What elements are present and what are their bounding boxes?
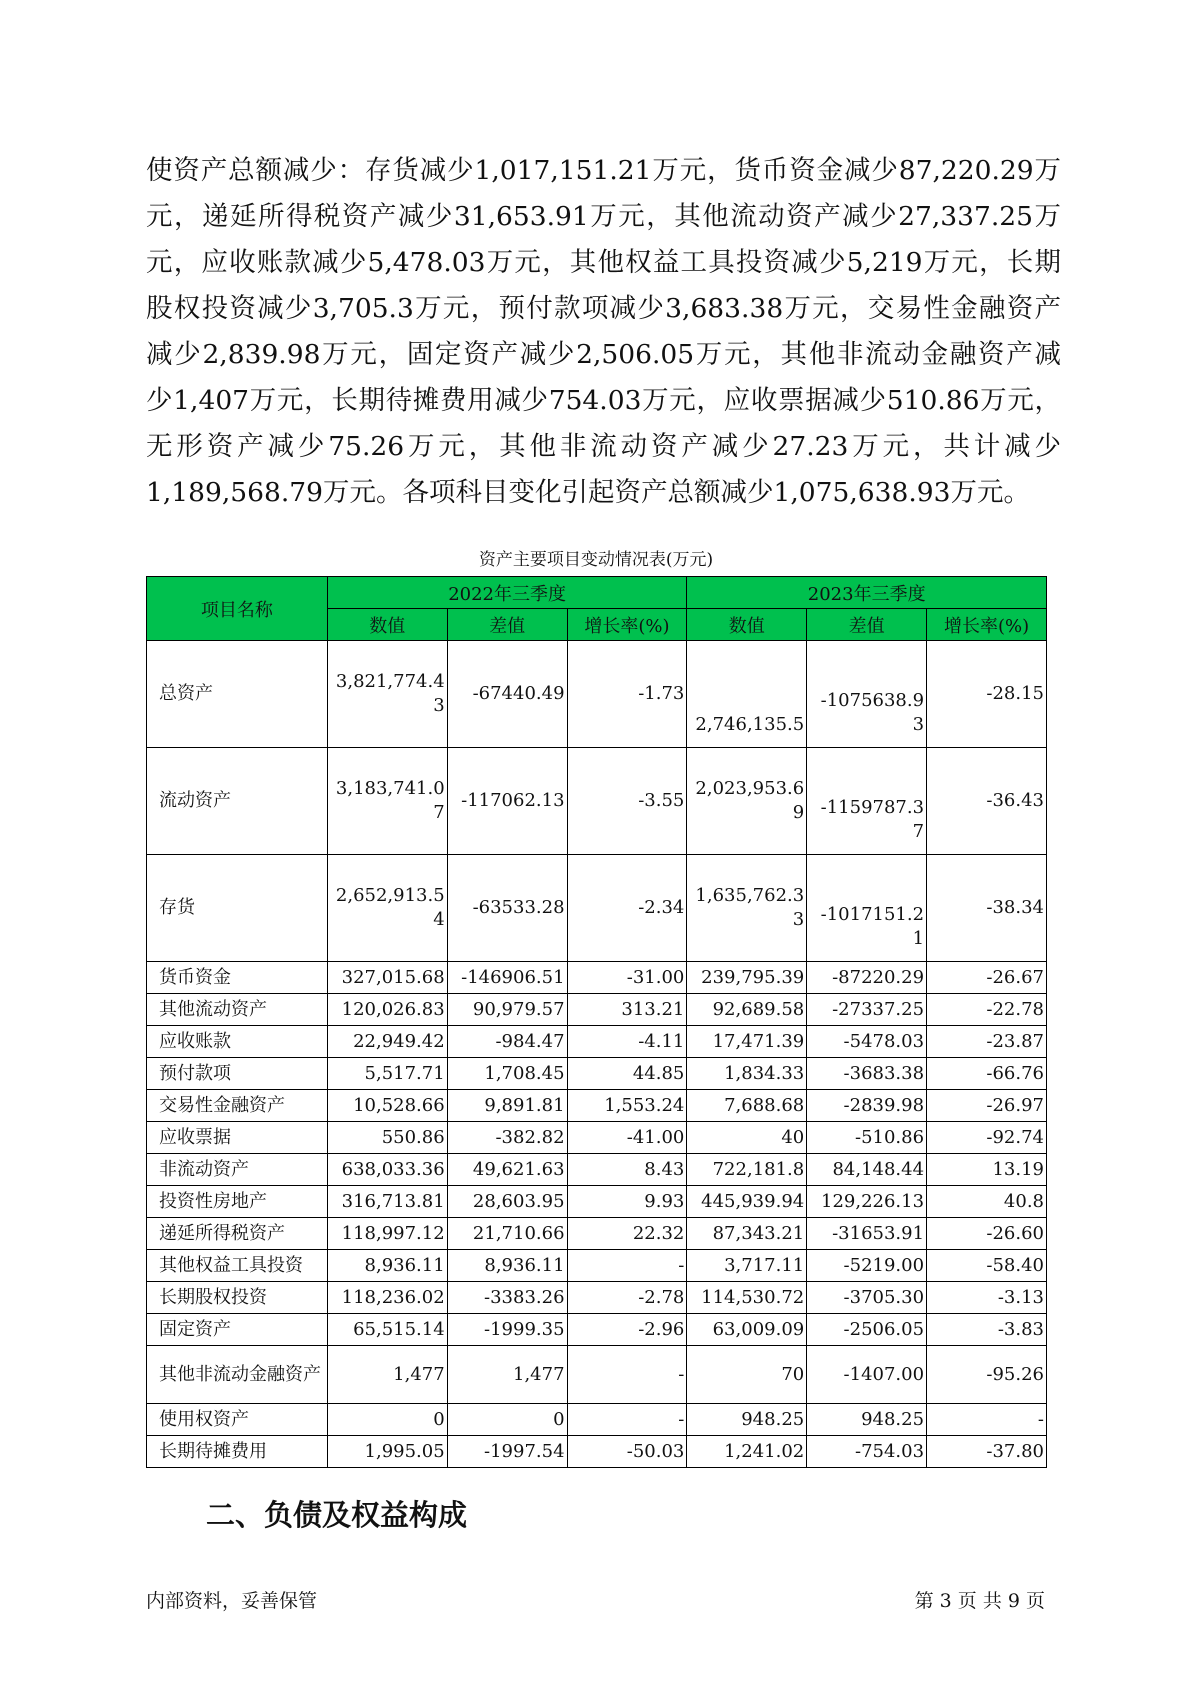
cell-value-2022: 638,033.36 bbox=[327, 1154, 447, 1186]
section-heading: 二、负债及权益构成 bbox=[206, 1498, 468, 1532]
cell-value-2023: 92,689.58 bbox=[687, 994, 807, 1026]
cell-diff-2023: -3683.38 bbox=[807, 1058, 927, 1090]
cell-diff-2023: -1017151.21 bbox=[807, 855, 927, 962]
paragraph-line: 减少2,839.98万元，固定资产减少2,506.05万元，其他非流动金融资产减 bbox=[146, 339, 1061, 370]
cell-growth-2022: - bbox=[567, 1404, 687, 1436]
cell-growth-2022: 8.43 bbox=[567, 1154, 687, 1186]
row-name: 流动资产 bbox=[147, 748, 328, 855]
cell-value-2023: 70 bbox=[687, 1346, 807, 1404]
table-row bbox=[147, 1250, 1047, 1282]
paragraph-line: 无形资产减少75.26万元，其他非流动资产减少27.23万元，共计减少 bbox=[146, 431, 1061, 462]
cell-diff-2022: 9,891.81 bbox=[447, 1090, 567, 1122]
table-row bbox=[147, 1154, 1047, 1186]
cell-growth-2022: 9.93 bbox=[567, 1186, 687, 1218]
cell-diff-2023: 129,226.13 bbox=[807, 1186, 927, 1218]
table-caption: 资产主要项目变动情况表(万元) bbox=[478, 550, 714, 570]
cell-value-2022: 65,515.14 bbox=[327, 1314, 447, 1346]
cell-diff-2022: 0 bbox=[447, 1404, 567, 1436]
cell-diff-2022: 8,936.11 bbox=[447, 1250, 567, 1282]
cell-diff-2022: 28,603.95 bbox=[447, 1186, 567, 1218]
cell-diff-2022: 1,708.45 bbox=[447, 1058, 567, 1090]
paragraph-line: 使资产总额减少：存货减少1,017,151.21万元，货币资金减少87,220.29万 bbox=[146, 155, 1061, 186]
cell-value-2022: 327,015.68 bbox=[327, 962, 447, 994]
cell-diff-2023: -510.86 bbox=[807, 1122, 927, 1154]
table-row bbox=[147, 641, 1047, 748]
cell-growth-2023: -22.78 bbox=[927, 994, 1047, 1026]
cell-growth-2022: -41.00 bbox=[567, 1122, 687, 1154]
cell-growth-2023: -66.76 bbox=[927, 1058, 1047, 1090]
header-2022-q3: 2022年三季度 bbox=[327, 577, 687, 609]
cell-value-2023: 239,795.39 bbox=[687, 962, 807, 994]
cell-diff-2023: 948.25 bbox=[807, 1404, 927, 1436]
cell-growth-2023: -58.40 bbox=[927, 1250, 1047, 1282]
row-name: 存货 bbox=[147, 855, 328, 962]
table-row bbox=[147, 1404, 1047, 1436]
paragraph-line: 少1,407万元，长期待摊费用减少754.03万元，应收票据减少510.86万元， bbox=[146, 385, 1061, 416]
cell-diff-2023: -87220.29 bbox=[807, 962, 927, 994]
cell-diff-2022: -63533.28 bbox=[447, 855, 567, 962]
cell-diff-2022: -3383.26 bbox=[447, 1282, 567, 1314]
cell-diff-2023: -1159787.37 bbox=[807, 748, 927, 855]
cell-growth-2023: -26.67 bbox=[927, 962, 1047, 994]
row-name: 非流动资产 bbox=[147, 1154, 328, 1186]
cell-value-2022: 120,026.83 bbox=[327, 994, 447, 1026]
row-name: 其他非流动金融资产 bbox=[147, 1346, 328, 1404]
cell-growth-2023: -28.15 bbox=[927, 641, 1047, 748]
row-name: 固定资产 bbox=[147, 1314, 328, 1346]
cell-value-2022: 1,477 bbox=[327, 1346, 447, 1404]
cell-value-2023: 1,834.33 bbox=[687, 1058, 807, 1090]
table-row bbox=[147, 1282, 1047, 1314]
cell-value-2022: 5,517.71 bbox=[327, 1058, 447, 1090]
table-row bbox=[147, 748, 1047, 855]
header-growth-2023: 增长率(%) bbox=[927, 609, 1047, 641]
cell-value-2023: 445,939.94 bbox=[687, 1186, 807, 1218]
cell-growth-2022: 1,553.24 bbox=[567, 1090, 687, 1122]
footer-page-number: 第 3 页 共 9 页 bbox=[914, 1590, 1045, 1612]
cell-value-2022: 22,949.42 bbox=[327, 1026, 447, 1058]
cell-diff-2022: -146906.51 bbox=[447, 962, 567, 994]
cell-diff-2023: -5219.00 bbox=[807, 1250, 927, 1282]
cell-value-2022: 3,821,774.43 bbox=[327, 641, 447, 748]
cell-growth-2022: -2.78 bbox=[567, 1282, 687, 1314]
cell-diff-2023: -2839.98 bbox=[807, 1090, 927, 1122]
cell-diff-2022: -117062.13 bbox=[447, 748, 567, 855]
cell-growth-2023: 40.8 bbox=[927, 1186, 1047, 1218]
cell-value-2022: 2,652,913.54 bbox=[327, 855, 447, 962]
row-name: 应收票据 bbox=[147, 1122, 328, 1154]
table-row bbox=[147, 1090, 1047, 1122]
row-name: 长期股权投资 bbox=[147, 1282, 328, 1314]
cell-value-2022: 118,236.02 bbox=[327, 1282, 447, 1314]
header-diff-2023: 差值 bbox=[807, 609, 927, 641]
row-name: 其他权益工具投资 bbox=[147, 1250, 328, 1282]
cell-growth-2023: -23.87 bbox=[927, 1026, 1047, 1058]
cell-growth-2022: -3.55 bbox=[567, 748, 687, 855]
row-name: 应收账款 bbox=[147, 1026, 328, 1058]
table-row bbox=[147, 1218, 1047, 1250]
cell-growth-2022: - bbox=[567, 1250, 687, 1282]
cell-diff-2022: 49,621.63 bbox=[447, 1154, 567, 1186]
cell-growth-2023: 13.19 bbox=[927, 1154, 1047, 1186]
cell-diff-2023: -754.03 bbox=[807, 1436, 927, 1468]
row-name: 预付款项 bbox=[147, 1058, 328, 1090]
cell-growth-2022: -1.73 bbox=[567, 641, 687, 748]
row-name: 货币资金 bbox=[147, 962, 328, 994]
cell-value-2022: 1,995.05 bbox=[327, 1436, 447, 1468]
cell-growth-2023: -3.83 bbox=[927, 1314, 1047, 1346]
cell-diff-2022: -984.47 bbox=[447, 1026, 567, 1058]
cell-value-2023: 1,635,762.33 bbox=[687, 855, 807, 962]
cell-growth-2023: -92.74 bbox=[927, 1122, 1047, 1154]
table-row bbox=[147, 1058, 1047, 1090]
header-item-name: 项目名称 bbox=[147, 577, 328, 641]
cell-growth-2022: -50.03 bbox=[567, 1436, 687, 1468]
cell-value-2023: 722,181.8 bbox=[687, 1154, 807, 1186]
cell-diff-2023: 84,148.44 bbox=[807, 1154, 927, 1186]
cell-growth-2023: -26.60 bbox=[927, 1218, 1047, 1250]
cell-growth-2023: -38.34 bbox=[927, 855, 1047, 962]
cell-growth-2022: 313.21 bbox=[567, 994, 687, 1026]
cell-value-2023: 1,241.02 bbox=[687, 1436, 807, 1468]
cell-diff-2022: 90,979.57 bbox=[447, 994, 567, 1026]
cell-diff-2022: 21,710.66 bbox=[447, 1218, 567, 1250]
table-row bbox=[147, 1026, 1047, 1058]
paragraph-line: 1,189,568.79万元。各项科目变化引起资产总额减少1,075,638.93万元。 bbox=[146, 477, 1031, 508]
cell-value-2023: 3,717.11 bbox=[687, 1250, 807, 1282]
cell-growth-2022: -2.96 bbox=[567, 1314, 687, 1346]
asset-change-table bbox=[146, 576, 1047, 1468]
table-row bbox=[147, 1436, 1047, 1468]
header-2023-q3: 2023年三季度 bbox=[687, 577, 1047, 609]
cell-growth-2023: -95.26 bbox=[927, 1346, 1047, 1404]
cell-value-2022: 316,713.81 bbox=[327, 1186, 447, 1218]
table-row bbox=[147, 1346, 1047, 1404]
table-row bbox=[147, 962, 1047, 994]
cell-growth-2023: -3.13 bbox=[927, 1282, 1047, 1314]
cell-diff-2022: -1997.54 bbox=[447, 1436, 567, 1468]
row-name: 投资性房地产 bbox=[147, 1186, 328, 1218]
cell-diff-2023: -1075638.93 bbox=[807, 641, 927, 748]
row-name: 长期待摊费用 bbox=[147, 1436, 328, 1468]
table-row bbox=[147, 855, 1047, 962]
cell-growth-2022: -2.34 bbox=[567, 855, 687, 962]
cell-value-2023: 63,009.09 bbox=[687, 1314, 807, 1346]
table-row bbox=[147, 1122, 1047, 1154]
cell-diff-2023: -3705.30 bbox=[807, 1282, 927, 1314]
paragraph-line: 元，应收账款减少5,478.03万元，其他权益工具投资减少5,219万元，长期 bbox=[146, 247, 1061, 278]
paragraph-line: 元，递延所得税资产减少31,653.91万元，其他流动资产减少27,337.25万 bbox=[146, 201, 1061, 232]
header-growth-2022: 增长率(%) bbox=[567, 609, 687, 641]
cell-growth-2023: -36.43 bbox=[927, 748, 1047, 855]
cell-value-2022: 550.86 bbox=[327, 1122, 447, 1154]
row-name: 使用权资产 bbox=[147, 1404, 328, 1436]
cell-value-2023: 948.25 bbox=[687, 1404, 807, 1436]
cell-diff-2023: -2506.05 bbox=[807, 1314, 927, 1346]
row-name: 交易性金融资产 bbox=[147, 1090, 328, 1122]
cell-growth-2022: -31.00 bbox=[567, 962, 687, 994]
cell-diff-2023: -1407.00 bbox=[807, 1346, 927, 1404]
cell-diff-2022: -1999.35 bbox=[447, 1314, 567, 1346]
cell-growth-2023: - bbox=[927, 1404, 1047, 1436]
cell-value-2023: 2,746,135.5 bbox=[687, 641, 807, 748]
header-diff-2022: 差值 bbox=[447, 609, 567, 641]
cell-diff-2023: -31653.91 bbox=[807, 1218, 927, 1250]
header-value-2023: 数值 bbox=[687, 609, 807, 641]
body-paragraph bbox=[146, 148, 1061, 516]
table-row bbox=[147, 1186, 1047, 1218]
cell-value-2022: 8,936.11 bbox=[327, 1250, 447, 1282]
cell-value-2022: 10,528.66 bbox=[327, 1090, 447, 1122]
cell-value-2023: 40 bbox=[687, 1122, 807, 1154]
cell-growth-2023: -37.80 bbox=[927, 1436, 1047, 1468]
cell-value-2023: 114,530.72 bbox=[687, 1282, 807, 1314]
paragraph-line: 股权投资减少3,705.3万元，预付款项减少3,683.38万元，交易性金融资产 bbox=[146, 293, 1061, 324]
header-value-2022: 数值 bbox=[327, 609, 447, 641]
cell-growth-2023: -26.97 bbox=[927, 1090, 1047, 1122]
cell-growth-2022: 22.32 bbox=[567, 1218, 687, 1250]
table-row bbox=[147, 994, 1047, 1026]
footer-confidential-note: 内部资料，妥善保管 bbox=[146, 1590, 318, 1612]
cell-growth-2022: 44.85 bbox=[567, 1058, 687, 1090]
cell-value-2023: 87,343.21 bbox=[687, 1218, 807, 1250]
cell-value-2023: 17,471.39 bbox=[687, 1026, 807, 1058]
cell-diff-2022: -382.82 bbox=[447, 1122, 567, 1154]
cell-value-2022: 3,183,741.07 bbox=[327, 748, 447, 855]
cell-diff-2023: -27337.25 bbox=[807, 994, 927, 1026]
cell-diff-2022: 1,477 bbox=[447, 1346, 567, 1404]
table-row bbox=[147, 1314, 1047, 1346]
cell-value-2023: 7,688.68 bbox=[687, 1090, 807, 1122]
row-name: 其他流动资产 bbox=[147, 994, 328, 1026]
cell-growth-2022: - bbox=[567, 1346, 687, 1404]
cell-value-2023: 2,023,953.69 bbox=[687, 748, 807, 855]
cell-value-2022: 0 bbox=[327, 1404, 447, 1436]
row-name: 总资产 bbox=[147, 641, 328, 748]
row-name: 递延所得税资产 bbox=[147, 1218, 328, 1250]
cell-diff-2022: -67440.49 bbox=[447, 641, 567, 748]
cell-diff-2023: -5478.03 bbox=[807, 1026, 927, 1058]
cell-value-2022: 118,997.12 bbox=[327, 1218, 447, 1250]
cell-growth-2022: -4.11 bbox=[567, 1026, 687, 1058]
